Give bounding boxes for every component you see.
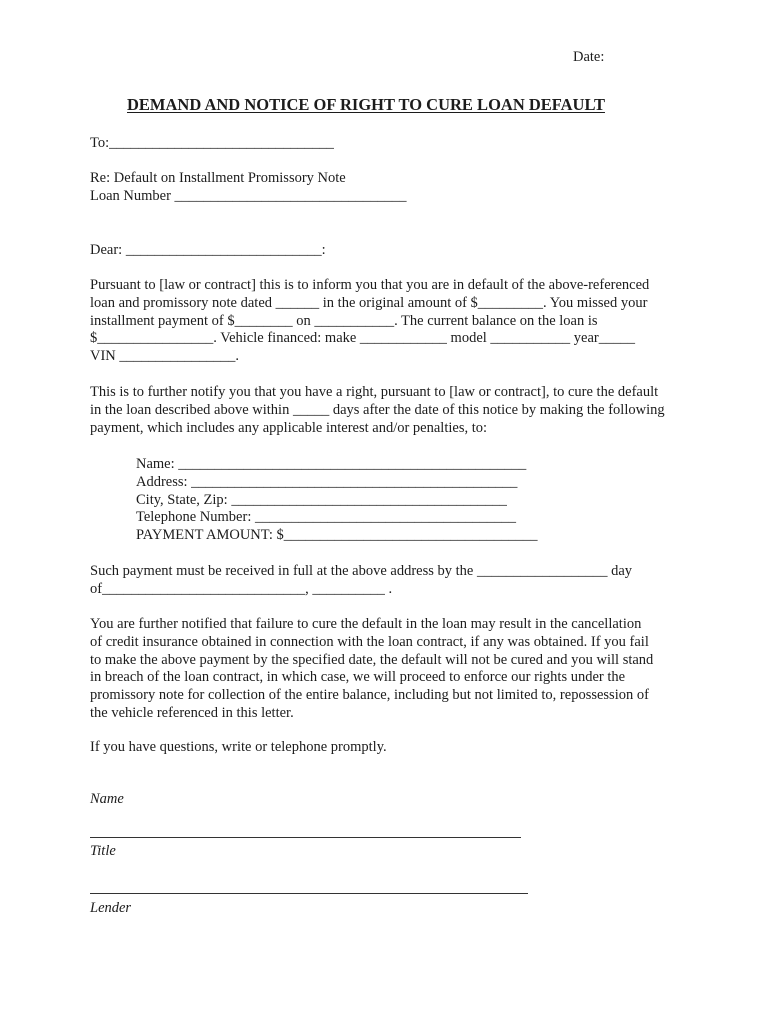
closing-line: If you have questions, write or telephone promptly.: [90, 739, 387, 755]
signature-title-label: Title: [90, 843, 116, 859]
salutation-line: Dear: ___________________________:: [90, 242, 326, 258]
payee-name-line: Name: ________________________________________________: [136, 456, 527, 472]
payee-city-line: City, State, Zip: ______________________________________: [136, 491, 507, 508]
default-paragraph: [90, 277, 690, 366]
signature-name-label: Name: [90, 791, 124, 807]
paragraph-line: Such payment must be received in full at the above address by the __________________ day: [90, 563, 633, 579]
document-title: DEMAND AND NOTICE OF RIGHT TO CURE LOAN DEFAULT: [127, 95, 605, 114]
paragraph-line: in breach of the loan contract, in which case, we will proceed to enforce our rights under the: [90, 669, 626, 686]
signature-rule: [90, 837, 521, 838]
paragraph-line: of____________________________, __________ .: [90, 580, 393, 597]
lender-rule: [90, 893, 528, 894]
paragraph-line: payment, which includes any applicable interest and/or penalties, to:: [90, 419, 488, 436]
paragraph-line: Pursuant to [law or contract] this is to inform you that you are in default of the above-referenced: [90, 277, 650, 293]
right-to-cure-paragraph: [90, 384, 690, 437]
re-line: Re: Default on Installment Promissory Note: [90, 170, 346, 186]
payee-address-line: Address: _____________________________________________: [136, 473, 518, 490]
date-label: Date:: [573, 49, 605, 65]
paragraph-line: promissory note for collection of the entire balance, including but not limited to, repossession of: [90, 687, 649, 704]
payment-deadline-paragraph: [90, 563, 690, 599]
payee-phone-line: Telephone Number: ____________________________________: [136, 509, 516, 526]
paragraph-line: the vehicle referenced in this letter.: [90, 704, 294, 721]
payment-amount-line: PAYMENT AMOUNT: $___________________________________: [136, 527, 538, 544]
paragraph-line: of credit insurance obtained in connection with the loan contract, if any was obtained. If you fail: [90, 633, 649, 650]
paragraph-line: installment payment of $________ on ___________. The current balance on the loan is: [90, 312, 598, 329]
paragraph-line: This is to further notify you that you have a right, pursuant to [law or contract], to cure the default: [90, 384, 659, 400]
consequences-paragraph: [90, 616, 690, 723]
to-line: To:_______________________________: [90, 135, 334, 151]
paragraph-line: loan and promissory note dated ______ in the original amount of $_________. You missed your: [90, 294, 648, 311]
re-block: [90, 170, 690, 206]
loan-number-line: Loan Number ________________________________: [90, 187, 407, 204]
paragraph-line: You are further notified that failure to cure the default in the loan may result in the cancellation: [90, 616, 642, 632]
paragraph-line: VIN ________________.: [90, 348, 240, 365]
payee-block: [136, 456, 538, 545]
paragraph-line: $________________. Vehicle financed: make ____________ model ___________ year_____: [90, 330, 636, 347]
signature-lender-label: Lender: [90, 900, 132, 916]
paragraph-line: in the loan described above within _____ days after the date of this notice by making the following: [90, 401, 665, 418]
paragraph-line: to make the above payment by the specified date, the default will not be cured and you will stand: [90, 651, 654, 668]
